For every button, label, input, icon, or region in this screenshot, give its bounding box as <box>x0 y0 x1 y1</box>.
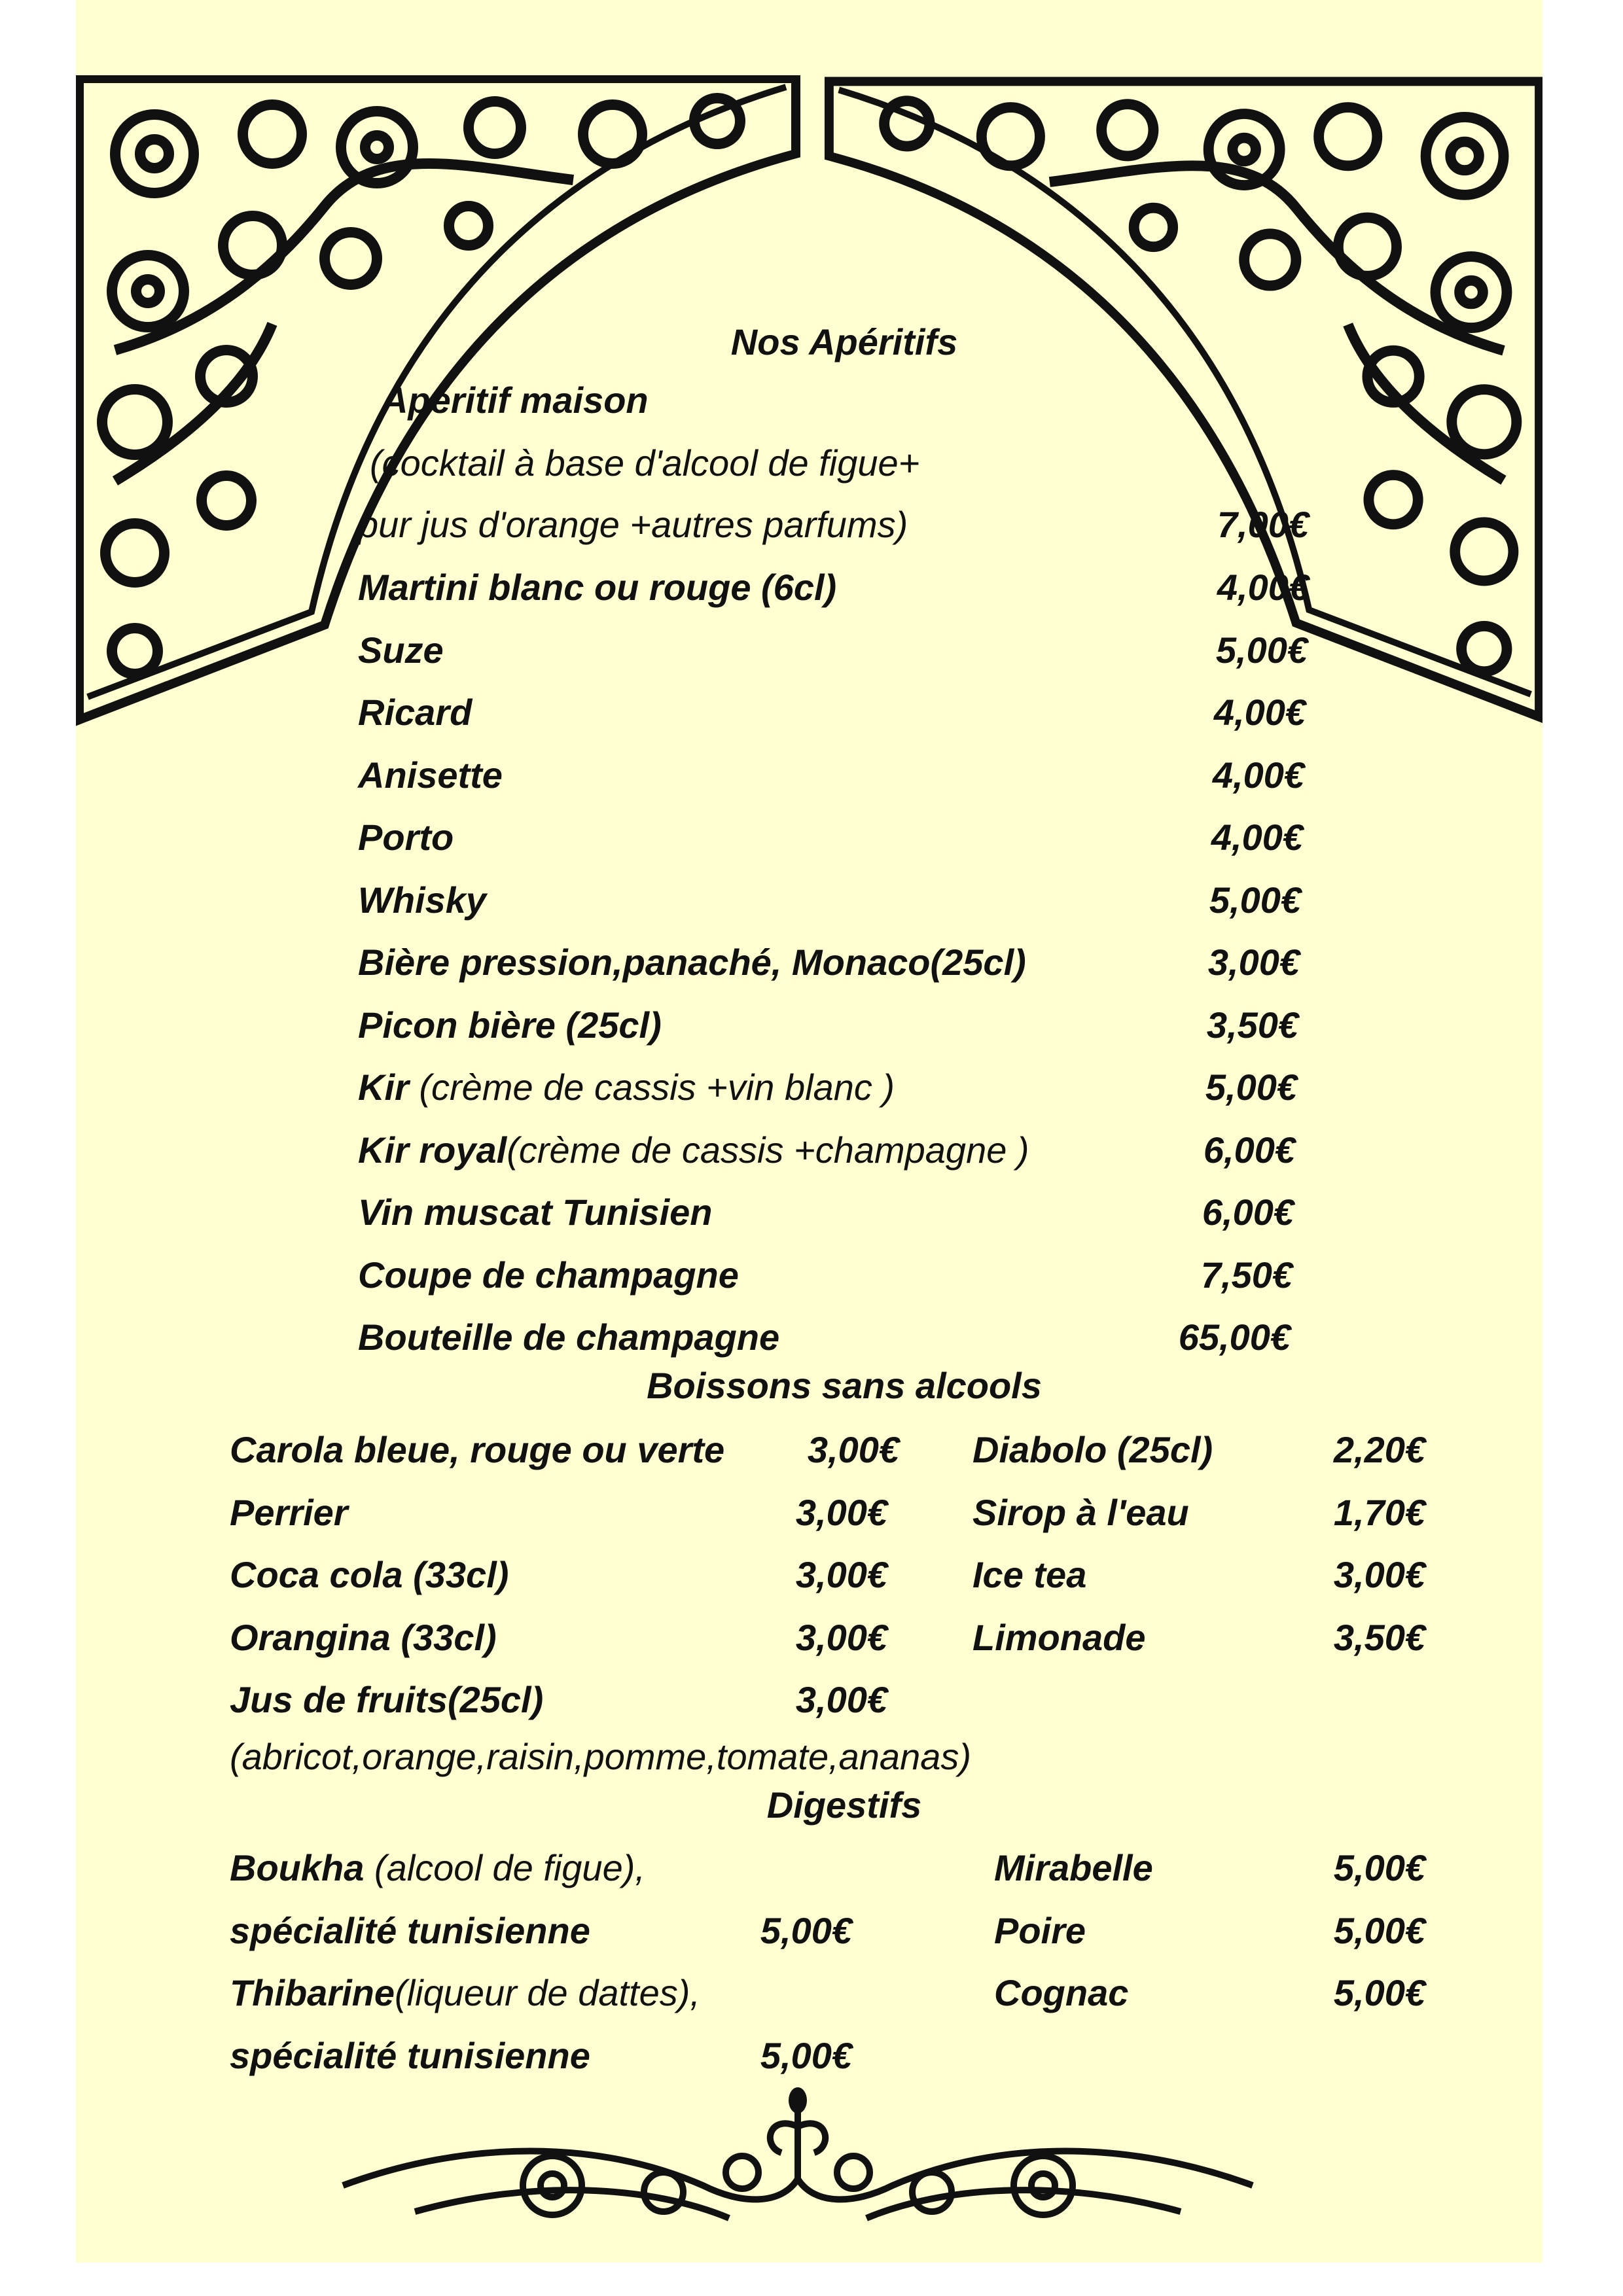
menu-item <box>230 1962 700 2024</box>
menu-item <box>358 931 1026 994</box>
house-aperitif-name: Apéritif maison <box>382 380 649 421</box>
item-name: Poire <box>994 1909 1086 1951</box>
item-price: 3,00€ <box>807 1429 899 1470</box>
item-price: 3,50€ <box>1206 1004 1298 1046</box>
menu-item <box>358 1056 895 1119</box>
item-name: Carola bleue, rouge ou verte <box>230 1429 725 1470</box>
house-aperitif-description-1: (cocktail à base d'alcool de figue+ <box>370 442 920 484</box>
menu-item <box>358 806 454 869</box>
item-name: Kir <box>358 1067 409 1108</box>
menu-item <box>358 1119 1029 1182</box>
item-price: 3,00€ <box>1333 1554 1425 1595</box>
item-name: Whisky <box>358 879 487 921</box>
item-name: Anisette <box>358 754 503 796</box>
item-name: Suze <box>358 629 444 671</box>
menu-item <box>358 556 836 619</box>
menu-item <box>358 681 472 744</box>
item-name: Ice tea <box>972 1554 1087 1595</box>
item-price: 65,00€ <box>1178 1316 1291 1358</box>
item-name: Porto <box>358 817 454 858</box>
item-price: 5,00€ <box>1333 1847 1425 1888</box>
item-price: 3,50€ <box>1333 1616 1425 1658</box>
item-subtitle: spécialité tunisienne <box>230 1909 590 1951</box>
item-price: 5,00€ <box>1333 1972 1425 2013</box>
soft-drinks-heading: Boissons sans alcools <box>647 1365 1042 1406</box>
ornament-corner-right-icon <box>823 75 1543 730</box>
item-subtitle: spécialité tunisienne <box>230 2034 590 2076</box>
menu-item <box>358 619 444 682</box>
item-name: Cognac <box>994 1972 1129 2013</box>
fruit-juice-flavors: (abricot,orange,raisin,pomme,tomate,ananas) <box>230 1736 972 1777</box>
menu-item <box>358 744 503 807</box>
item-name: Perrier <box>230 1491 348 1533</box>
item-name: Coupe de champagne <box>358 1254 739 1296</box>
item-name: Mirabelle <box>994 1847 1153 1888</box>
item-name: Thibarine <box>230 1972 395 2013</box>
item-note: (alcool de figue), <box>364 1847 645 1888</box>
item-price: 2,20€ <box>1333 1429 1425 1470</box>
item-price: 5,00€ <box>1333 1909 1425 1951</box>
item-price: 4,00€ <box>1211 817 1303 858</box>
item-price: 3,00€ <box>795 1554 887 1595</box>
item-name: Martini blanc ou rouge (6cl) <box>358 567 837 608</box>
item-price: 6,00€ <box>1202 1192 1294 1233</box>
menu-item <box>358 869 486 932</box>
item-price: 7,50€ <box>1200 1254 1293 1296</box>
item-name: Jus de fruits(25cl) <box>230 1679 544 1720</box>
menu-item <box>358 1244 739 1307</box>
item-note: (liqueur de dattes), <box>395 1972 700 2013</box>
item-price: 3,00€ <box>795 1616 887 1658</box>
item-name: Bière pression,panaché, Monaco(25cl) <box>358 942 1026 983</box>
aperitifs-heading: Nos Apéritifs <box>730 321 958 362</box>
item-price: 5,00€ <box>760 2034 852 2076</box>
item-name: Diabolo (25cl) <box>972 1429 1213 1470</box>
item-price: 5,00€ <box>1205 1067 1297 1108</box>
item-name: Ricard <box>358 692 473 733</box>
item-price: 4,00€ <box>1213 692 1306 733</box>
menu-item <box>358 1306 779 1369</box>
item-note: (crème de cassis +vin blanc ) <box>408 1067 895 1108</box>
item-price: 6,00€ <box>1203 1129 1295 1171</box>
item-price: 5,00€ <box>760 1909 852 1951</box>
menu-item <box>358 1181 712 1244</box>
item-name: Sirop à l'eau <box>972 1491 1189 1533</box>
item-price: 1,70€ <box>1333 1491 1425 1533</box>
item-price: 4,00€ <box>1212 754 1304 796</box>
bottom-flourish-icon <box>336 2087 1259 2238</box>
item-price: 3,00€ <box>795 1679 887 1720</box>
item-price: 5,00€ <box>1215 629 1308 671</box>
item-price: 3,00€ <box>795 1491 887 1533</box>
item-name: Bouteille de champagne <box>358 1316 780 1358</box>
house-aperitif-description-2: pur jus d'orange +autres parfums) <box>358 504 908 545</box>
menu-item <box>358 994 662 1057</box>
house-aperitif-price: 7,00€ <box>1217 504 1309 545</box>
digestifs-heading: Digestifs <box>766 1784 922 1826</box>
item-price: 4,00€ <box>1217 567 1309 608</box>
item-price: 3,00€ <box>1207 942 1300 983</box>
item-name: Limonade <box>972 1616 1146 1658</box>
item-name: Boukha <box>230 1847 365 1888</box>
item-name: Vin muscat Tunisien <box>358 1192 713 1233</box>
item-name: Orangina (33cl) <box>230 1616 497 1658</box>
item-name: Kir royal <box>358 1129 507 1171</box>
item-price: 5,00€ <box>1209 879 1301 921</box>
menu-item <box>230 1837 645 1899</box>
item-note: (crème de cassis +champagne ) <box>507 1129 1029 1171</box>
item-name: Picon bière (25cl) <box>358 1004 662 1046</box>
item-name: Coca cola (33cl) <box>230 1554 509 1595</box>
